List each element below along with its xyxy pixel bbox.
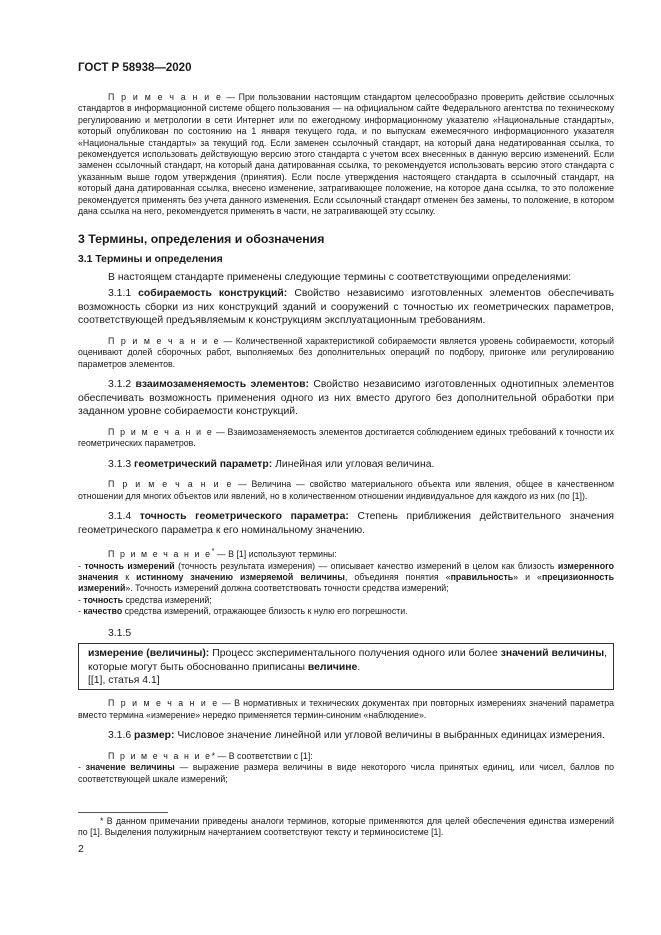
note-3-1-6: П р и м е ч а н и е* — В соответствии с [1]: - значение величины — выражение размера величины в виде некоторого числа принятых единиц, или чисел, баллов по соответствующей шкале измерений; bbox=[78, 750, 614, 784]
term-name: точность геометрического параметра: bbox=[139, 511, 349, 523]
term-3-1-6: 3.1.6 размер: Числовое значение линейной или угловой величины в выбранных единицах измерения. bbox=[108, 730, 605, 742]
term-3-1-1: 3.1.1 собираемость конструкций: Свойство независимо изготовленных элементов обеспечивать возможность сборки из них конструкций зданий и сооружений с точностью их геометрических параметров, соответствующей предъявляемым к конструкциям эксплуатационным требованиям. bbox=[78, 288, 615, 327]
term-definition: Степень приближения действительного значения геометрического параметра к его номинальному значению. bbox=[78, 511, 614, 536]
footnote: * В данном примечании приведены аналоги терминов, которые применяются для целей обеспечения единства измерений по [1]. Выделения полужирным начертанием соответствуют тексту и терминосистеме [1]. bbox=[78, 816, 614, 838]
section-title: 3 Термины, определения и обозначения bbox=[78, 232, 325, 247]
terms-intro: В настоящем стандарте применены следующие термины с соответствующими определениями: bbox=[108, 272, 572, 284]
term-definition: Свойство независимо изготовленных элементов обеспечивать возможность сборки из них конструкций зданий и сооружений с точностью их геометрических параметров, соответствующей предъявляемым к конструкциям эксплуатационным требованиям. bbox=[78, 288, 615, 327]
term-definition: Числовое значение линейной или угловой величины в выбранных единицах измерения. bbox=[174, 730, 605, 742]
subsection-title: 3.1 Термины и определения bbox=[78, 254, 223, 266]
term-source-reference: [[1], статья 4.1] bbox=[88, 675, 160, 687]
term-3-1-2: 3.1.2 взаимозаменяемость элементов: Свойство независимо изготовленных однотипных элементов обеспечивать возможность применения одного из них вместо другого без дополнительной обработки при заданном уровне собираемости конструкций. bbox=[78, 379, 615, 418]
term-definition: Свойство независимо изготовленных однотипных элементов обеспечивать возможность применения одного из них вместо другого без дополнительной обработки при заданном уровне собираемости конструкций. bbox=[78, 379, 615, 418]
list-item: - точность средства измерений; bbox=[78, 594, 212, 605]
note-text: — При пользовании настоящим стандартом целесообразно проверить действие ссылочных стандартов в информационной системе общего пользования — на официальном сайте Федерального агентства по техническому регулированию и метрологии в сети Интернет или по ежегодному информационному указателю «Национальные стандарты», который опубликован по состоянию на 1 января текущего года, и по выпускам ежемесячного информационного указателя «Национальные стандарты» за текущий год. Если заменен ссылочный стандарт, на который дана недатированная ссылка, то рекомендуется использовать действующую версию этого стандарта с учетом всех внесенных в данную версию изменений. Если заменен ссылочный стандарт, на который дана датированная ссылка, то рекомендуется использовать версию этого стандарта с указанным выше годом утверждения (принятия). Если после утверждения настоящего стандарта в ссылочный стандарт, на который дана датированная ссылка, внесено изменение, затрагивающее положение, на которое дана ссылка, то это положение рекомендуется применять без учета данного изменения. Если ссылочный стандарт отменен без замены, то положение, в котором дана ссылка на него, рекомендуется применять в части, не затрагивающей эту ссылку. bbox=[78, 92, 614, 217]
note-3-1-1: П р и м е ч а н и е — Количественной характеристикой собираемости является уровень собираемости, который оценивают долей сборочных работ, выполняемых без дополнительных операций по подбору, пригонке или регулированию параметров элементов. bbox=[78, 335, 614, 369]
term-3-1-4: 3.1.4 точность геометрического параметра: Степень приближения действительного значения геометрического параметра к его номинальному значению. bbox=[78, 511, 614, 536]
term-name: геометрический параметр: bbox=[134, 458, 273, 470]
term-3-1-3: 3.1.3 геометрический параметр: Линейная или угловая величина. bbox=[108, 458, 435, 470]
term-3-1-5-number: 3.1.5 bbox=[108, 627, 132, 639]
note-label: П р и м е ч а н и е bbox=[108, 92, 223, 102]
standard-header: ГОСТ Р 58938—2020 bbox=[78, 62, 192, 74]
list-item: - точность измерений (точность результата измерения) — описывает качество измерений в целом как близость измеренного значения к истинному значению измеряемой величины, объединяя понятия «правильность» и «прецизионность измерений». Точность измерений должна соответствовать точности средства измерений; bbox=[78, 560, 614, 594]
list-item: - значение величины — выражение размера величины в виде некоторого числа принятых единиц, или чисел, баллов по соответствующей шкале измерений; bbox=[78, 762, 614, 784]
note-3-1-2: П р и м е ч а н и е — Взаимозаменяемость элементов достигается соблюдением единых требований к точности их геометрических параметров. bbox=[78, 426, 614, 449]
note-3-1-5: П р и м е ч а н и е — В нормативных и технических документах при повторных измерениях значений параметра вместо термина «измерение» нередко применяется термин-синоним «наблюдение». bbox=[78, 698, 615, 720]
list-item: - качество средства измерений, отражающее близость к нулю его погрешности. bbox=[78, 606, 408, 617]
page-number: 2 bbox=[78, 843, 84, 855]
term-name: измерение (величины): bbox=[88, 648, 210, 660]
note-3-1-4: П р и м е ч а н и е* — В [1] используют термины: - точность измерений (точность результата измерения) — описывает качество измерений в целом как близость измеренного значения к истинному значению измеряемой величины, объединяя понятия «правильность» и «прецизионность измерений». Точность измерений должна соответствовать точности средства измерений; - точность средства измерений; - качество средства измерений, отражающее близость к нулю его погрешности. bbox=[78, 546, 614, 617]
note-3-1-3: П р и м е ч а н и е — Величина — свойство материального объекта или явления, общее в качественном отношении для многих объектов или явлений, но в количественном отношении индивидуальное для каждого из них (по [1]). bbox=[78, 479, 614, 501]
term-name: размер: bbox=[134, 730, 175, 742]
term-definition: Линейная или угловая величина. bbox=[272, 458, 435, 470]
page-content bbox=[78, 92, 614, 785]
term-name: собираемость конструкций: bbox=[138, 288, 288, 300]
intro-note bbox=[78, 92, 614, 217]
term-3-1-5: измерение (величины): Процесс экспериментального получения одного или более значений величины, которые могут быть обоснованно приписаны величине. bbox=[88, 648, 607, 673]
footnote-divider bbox=[78, 812, 168, 813]
term-name: взаимозаменяемость элементов: bbox=[135, 379, 309, 391]
term-3-1-5-box bbox=[78, 643, 614, 690]
